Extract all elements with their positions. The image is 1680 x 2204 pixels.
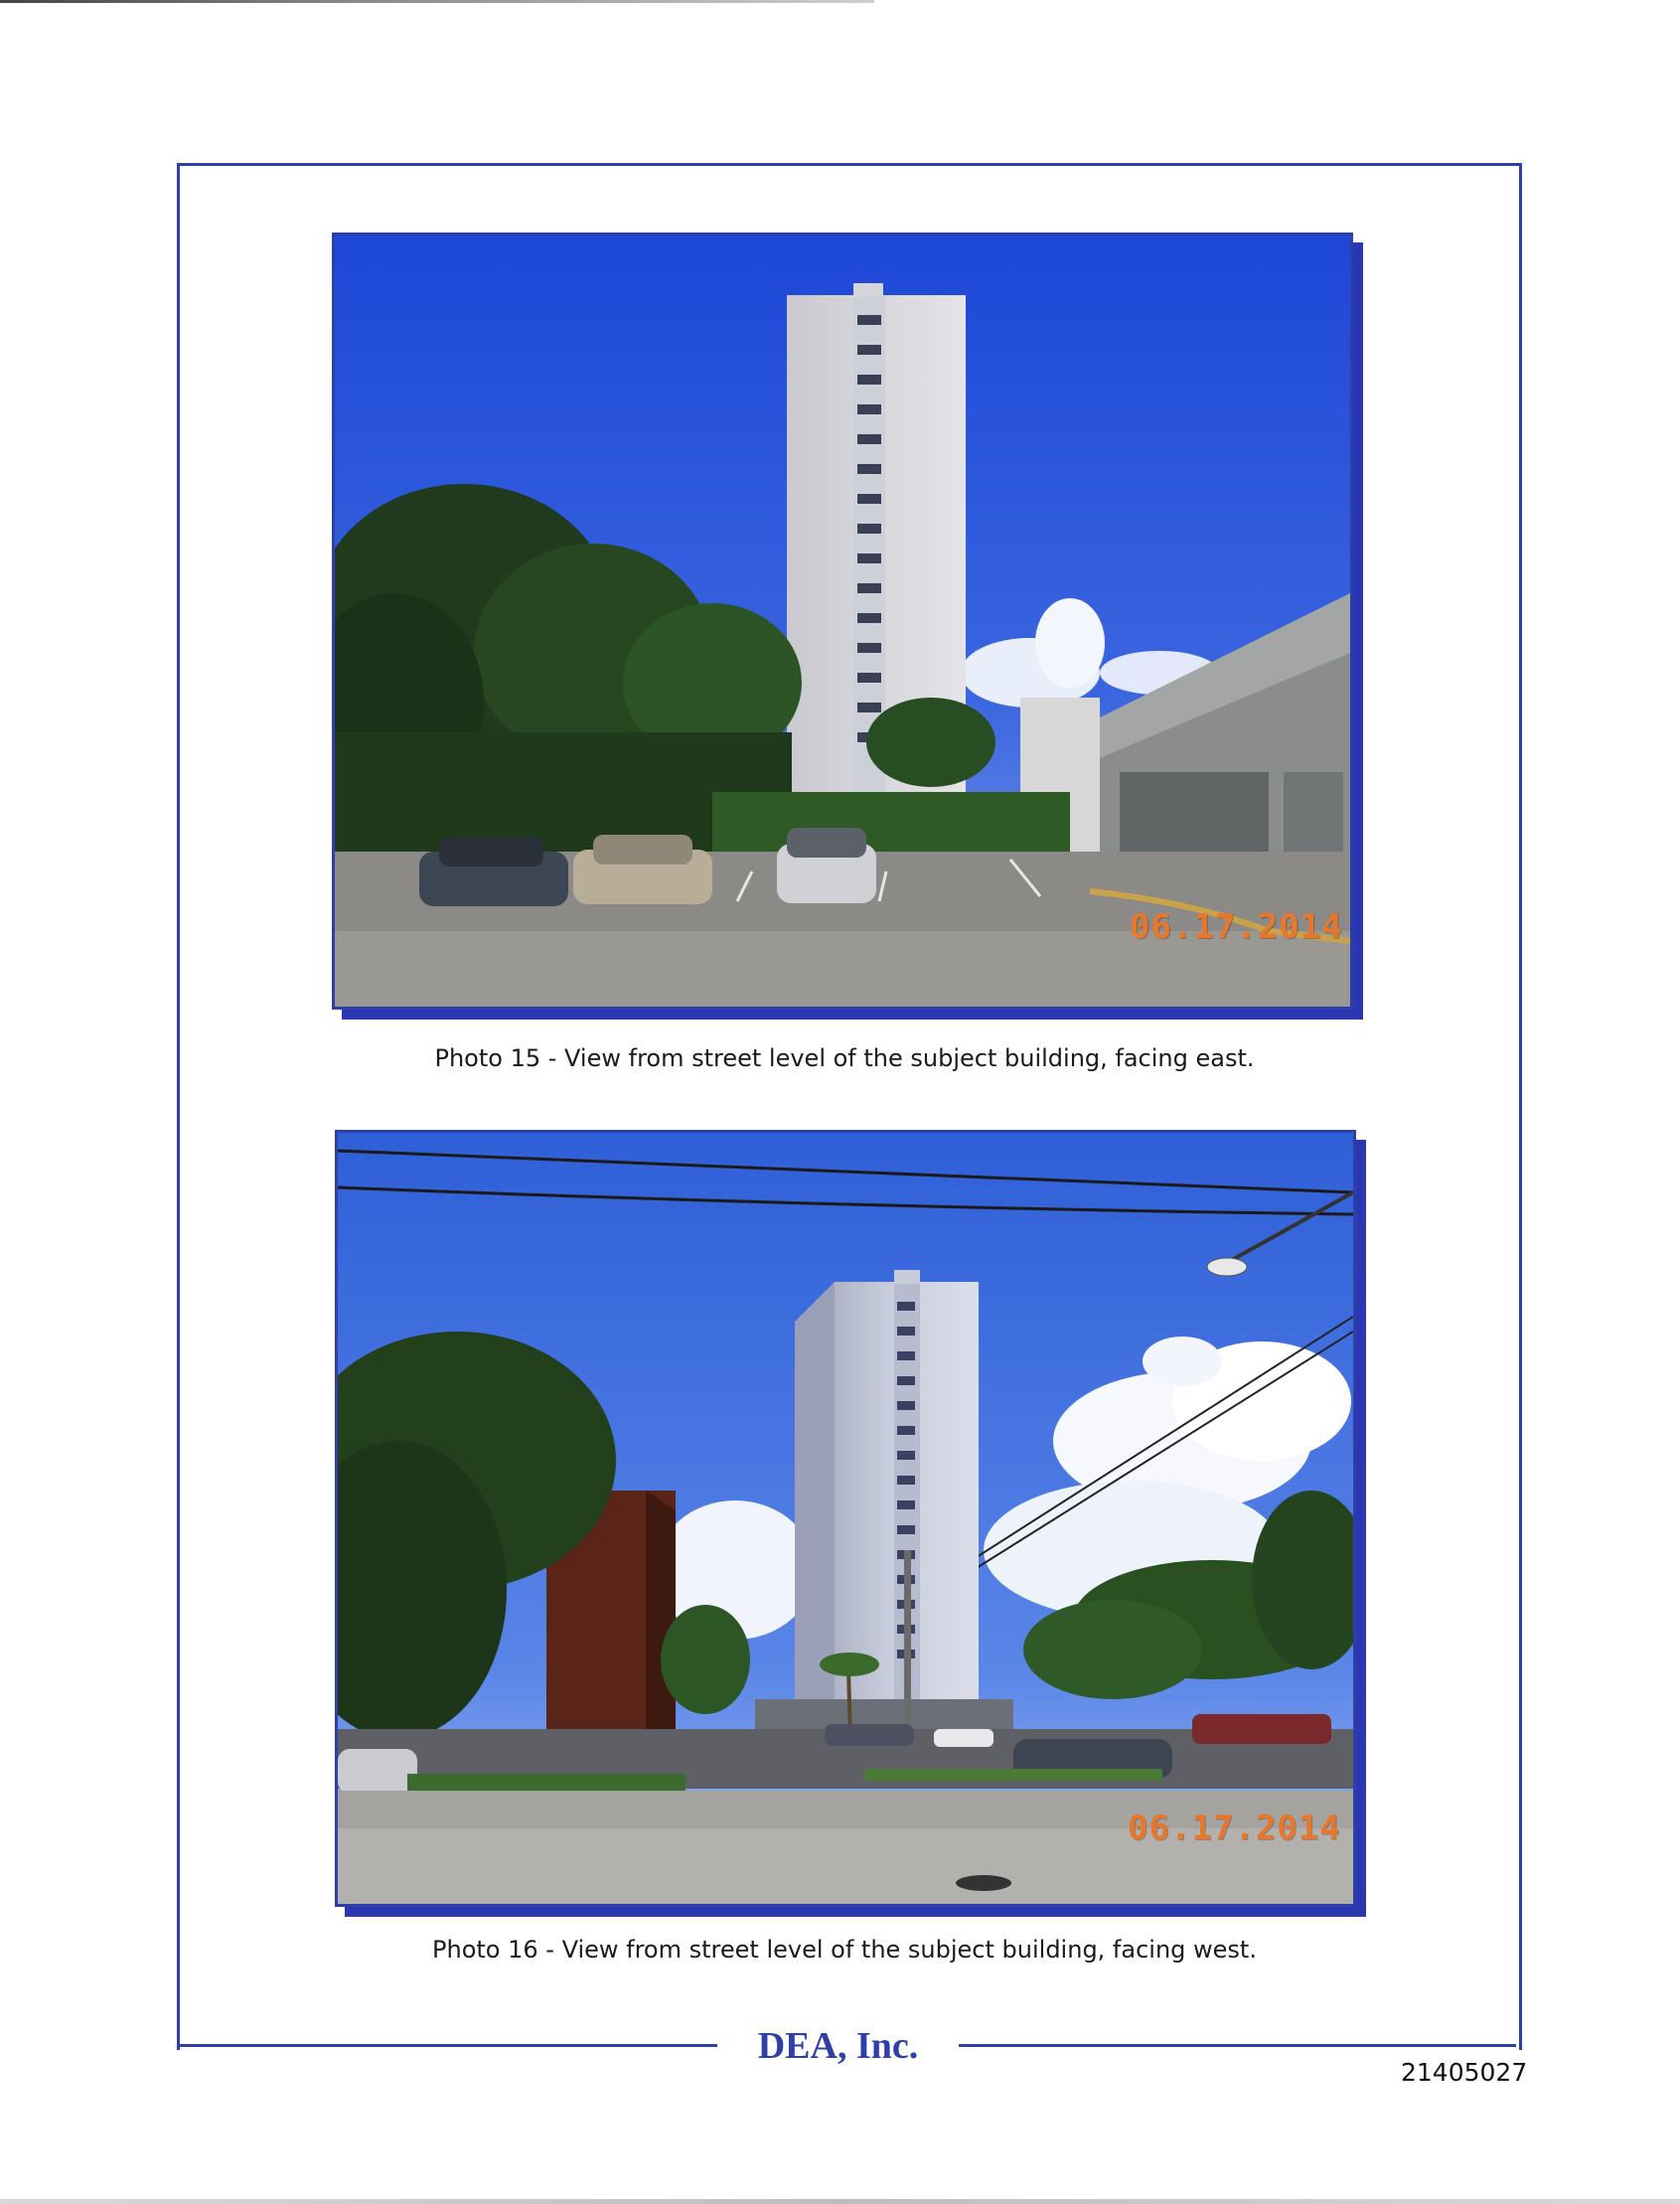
photo-16-caption: Photo 16 - View from street level of the subject building, facing west. xyxy=(432,1936,1257,1964)
photo-15-image xyxy=(335,236,1350,1007)
footer-rule-right xyxy=(959,2044,1516,2047)
photo-15-date-stamp: 06.17.2014 xyxy=(1130,907,1343,947)
photo-16 xyxy=(335,1130,1356,1907)
scan-bottom-edge xyxy=(0,2199,1680,2204)
scan-edge-mark xyxy=(0,0,874,3)
photo-15-caption: Photo 15 - View from street level of the subject building, facing east. xyxy=(434,1044,1255,1072)
photo-15 xyxy=(332,233,1353,1010)
photo-16-image xyxy=(338,1133,1353,1904)
company-name: DEA, Inc. xyxy=(757,2025,919,2067)
document-number: 21405027 xyxy=(1401,2058,1528,2087)
footer-rule-left xyxy=(180,2044,717,2047)
photo-16-date-stamp: 06.17.2014 xyxy=(1128,1809,1341,1848)
